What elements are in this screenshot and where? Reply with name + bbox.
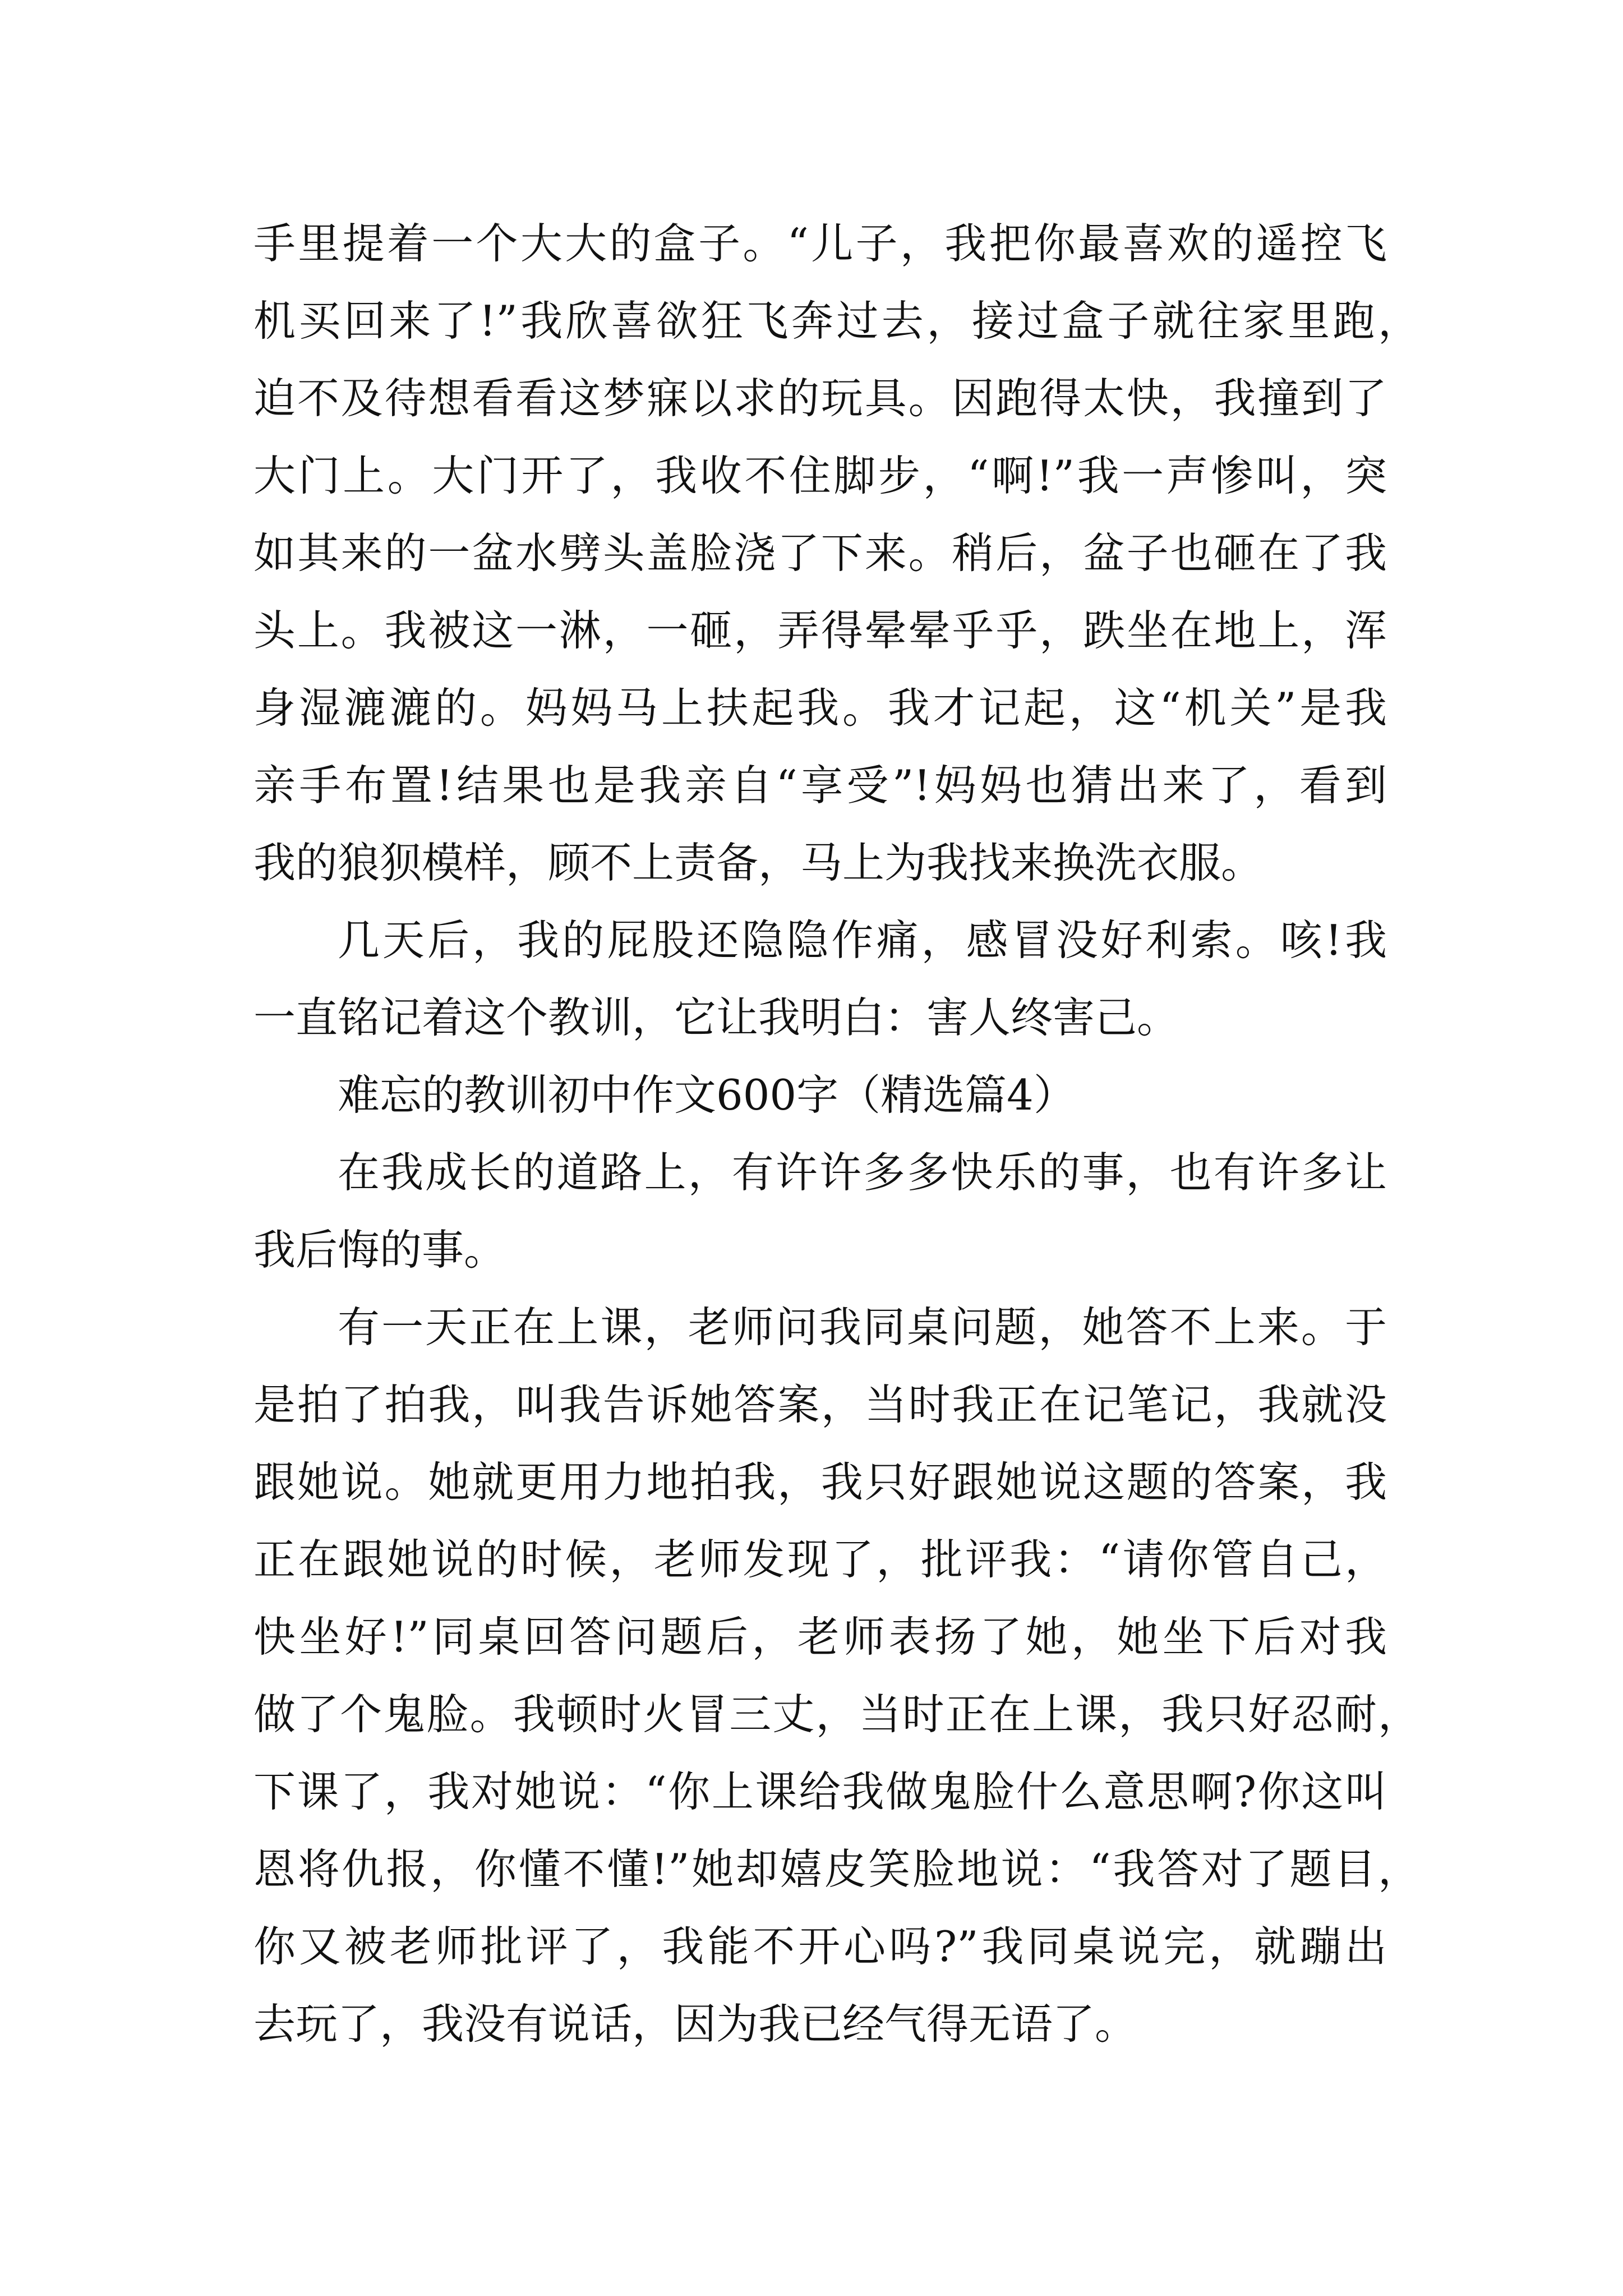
text-line: 如其来的一盆水劈头盖脸浇了下来。稍后，盆子也砸在了我 <box>253 528 1387 578</box>
text-line: 我后悔的事。 <box>253 1225 506 1274</box>
text-line: 迫不及待想看看这梦寐以求的玩具。因跑得太快，我撞到了 <box>253 374 1387 423</box>
text-line: 你又被老师批评了，我能不开心吗?”我同桌说完，就蹦出 <box>253 1922 1387 1971</box>
text-line: 做了个鬼脸。我顿时火冒三丈，当时正在上课，我只好忍耐， <box>253 1690 1420 1739</box>
paragraph <box>253 901 1420 1056</box>
text-line: 跟她说。她就更用力地拍我，我只好跟她说这题的答案，我 <box>253 1457 1387 1507</box>
text-line: 正在跟她说的时候，老师发现了，批评我：“请你管自己， <box>253 1535 1387 1584</box>
paragraph <box>253 1134 1420 1289</box>
text-line: 大门上。大门开了，我收不住脚步，“啊!”我一声惨叫，突 <box>253 451 1387 500</box>
text-line: 有一天正在上课，老师问我同桌问题，她答不上来。于 <box>338 1303 1387 1352</box>
paragraph <box>253 205 1420 901</box>
text-line: 手里提着一个大大的盒子。“儿子，我把你最喜欢的遥控飞 <box>253 219 1387 268</box>
text-line: 几天后，我的屁股还隐隐作痛，感冒没好利索。咳!我 <box>338 915 1387 965</box>
text-line: 我的狼狈模样，顾不上责备，马上为我找来换洗衣服。 <box>253 838 1264 887</box>
text-line: 恩将仇报，你懂不懂!”她却嬉皮笑脸地说：“我答对了题目， <box>253 1844 1420 1894</box>
text-line: 去玩了，我没有说话，因为我已经气得无语了。 <box>253 1999 1137 2049</box>
text-line: 一直铭记着这个教训，它让我明白：害人终害己。 <box>253 993 1179 1042</box>
text-line: 下课了，我对她说：“你上课给我做鬼脸什么意思啊?你这叫 <box>253 1767 1387 1816</box>
text-line: 头上。我被这一淋，一砸，弄得晕晕乎乎，跌坐在地上，浑 <box>253 606 1387 655</box>
section-heading: 难忘的教训初中作文600字（精选篇4） <box>338 1070 1076 1120</box>
document-body <box>253 205 1420 2063</box>
text-line: 是拍了拍我，叫我告诉她答案，当时我正在记笔记，我就没 <box>253 1380 1387 1429</box>
paragraph <box>253 1289 1420 2063</box>
text-line: 亲手布置!结果也是我亲自“享受”!妈妈也猜出来了，看到 <box>253 761 1387 810</box>
text-line: 身湿漉漉的。妈妈马上扶起我。我才记起，这“机关”是我 <box>253 683 1387 733</box>
text-line: 快坐好!”同桌回答问题后，老师表扬了她，她坐下后对我 <box>253 1612 1387 1662</box>
text-line: 机买回来了!”我欣喜欲狂飞奔过去，接过盒子就往家里跑， <box>253 296 1420 346</box>
text-line: 在我成长的道路上，有许许多多快乐的事，也有许多让 <box>338 1148 1387 1197</box>
